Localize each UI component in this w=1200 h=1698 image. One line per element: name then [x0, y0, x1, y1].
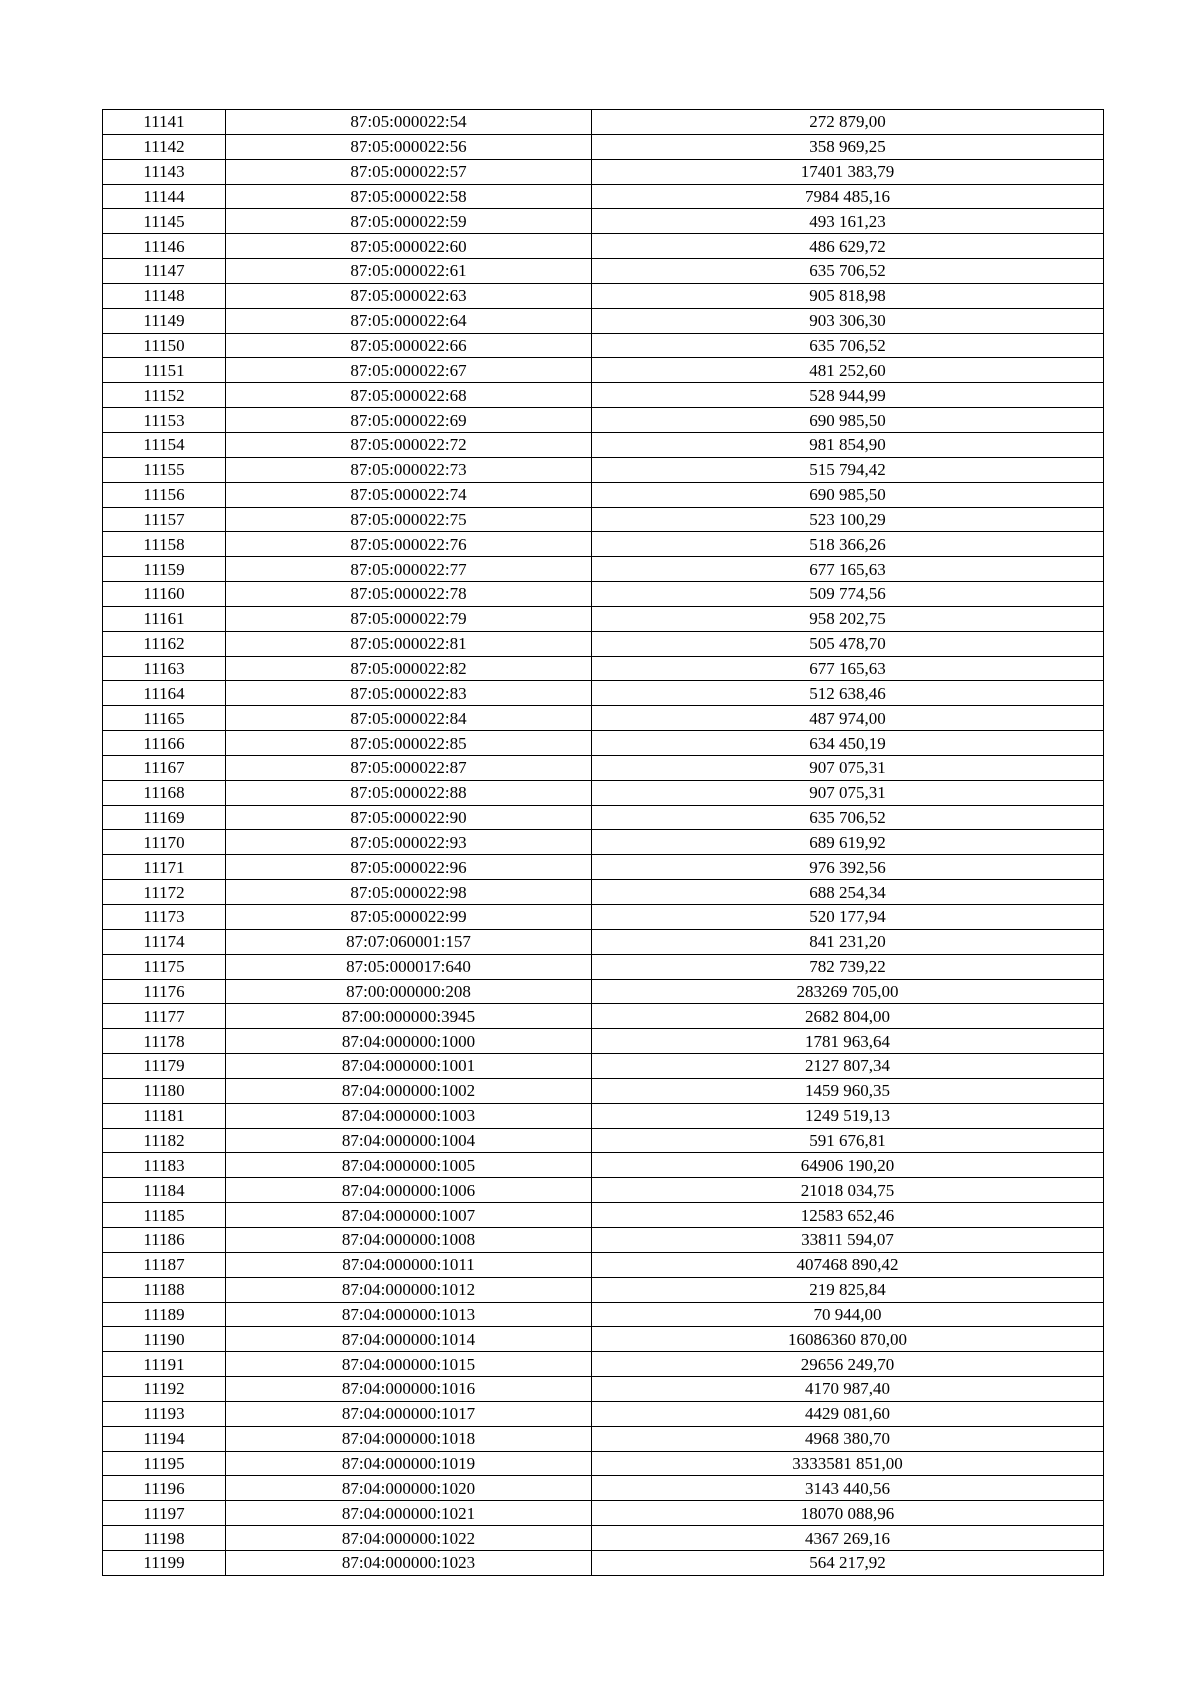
- cadastral-number-cell: 87:05:000022:99: [226, 905, 592, 930]
- cadastral-number-cell: 87:04:000000:1007: [226, 1203, 592, 1228]
- row-number-cell: 11155: [103, 457, 226, 482]
- table-row: [103, 606, 1104, 631]
- table-row: [103, 905, 1104, 930]
- table-row: [103, 1327, 1104, 1352]
- value-cell: 528 944,99: [592, 383, 1104, 408]
- cadastral-number-cell: 87:05:000022:96: [226, 855, 592, 880]
- cadastral-number-cell: 87:05:000022:61: [226, 259, 592, 284]
- row-number-cell: 11153: [103, 408, 226, 433]
- cadastral-number-cell: 87:04:000000:1017: [226, 1401, 592, 1426]
- row-number-cell: 11176: [103, 979, 226, 1004]
- row-number-cell: 11177: [103, 1004, 226, 1029]
- cadastral-number-cell: 87:00:000000:3945: [226, 1004, 592, 1029]
- value-cell: 635 706,52: [592, 259, 1104, 284]
- row-number-cell: 11141: [103, 110, 226, 135]
- cadastral-number-cell: 87:05:000022:69: [226, 408, 592, 433]
- cadastral-number-cell: 87:05:000022:72: [226, 432, 592, 457]
- cadastral-number-cell: 87:05:000022:85: [226, 731, 592, 756]
- table-row: [103, 805, 1104, 830]
- cadastral-number-cell: 87:04:000000:1005: [226, 1153, 592, 1178]
- row-number-cell: 11151: [103, 358, 226, 383]
- value-cell: 903 306,30: [592, 308, 1104, 333]
- row-number-cell: 11159: [103, 557, 226, 582]
- cadastral-number-cell: 87:05:000022:83: [226, 681, 592, 706]
- table-row: [103, 209, 1104, 234]
- table-row: [103, 1426, 1104, 1451]
- row-number-cell: 11146: [103, 234, 226, 259]
- row-number-cell: 11185: [103, 1203, 226, 1228]
- table-row: [103, 283, 1104, 308]
- cadastral-number-cell: 87:05:000022:64: [226, 308, 592, 333]
- value-cell: 907 075,31: [592, 755, 1104, 780]
- table-row: [103, 184, 1104, 209]
- table-row: [103, 358, 1104, 383]
- value-cell: 17401 383,79: [592, 159, 1104, 184]
- value-cell: 518 366,26: [592, 532, 1104, 557]
- value-cell: 505 478,70: [592, 631, 1104, 656]
- row-number-cell: 11167: [103, 755, 226, 780]
- cadastral-number-cell: 87:04:000000:1008: [226, 1227, 592, 1252]
- cadastral-number-cell: 87:04:000000:1004: [226, 1128, 592, 1153]
- cadastral-number-cell: 87:04:000000:1019: [226, 1451, 592, 1476]
- cadastral-number-cell: 87:05:000022:90: [226, 805, 592, 830]
- value-cell: 1459 960,35: [592, 1078, 1104, 1103]
- value-cell: 487 974,00: [592, 706, 1104, 731]
- cadastral-number-cell: 87:05:000022:67: [226, 358, 592, 383]
- value-cell: 16086360 870,00: [592, 1327, 1104, 1352]
- row-number-cell: 11186: [103, 1227, 226, 1252]
- row-number-cell: 11179: [103, 1054, 226, 1079]
- value-cell: 4367 269,16: [592, 1526, 1104, 1551]
- table-row: [103, 954, 1104, 979]
- row-number-cell: 11175: [103, 954, 226, 979]
- cadastral-number-cell: 87:05:000022:63: [226, 283, 592, 308]
- row-number-cell: 11150: [103, 333, 226, 358]
- cadastral-number-cell: 87:04:000000:1021: [226, 1501, 592, 1526]
- row-number-cell: 11148: [103, 283, 226, 308]
- cadastral-number-cell: 87:05:000022:73: [226, 457, 592, 482]
- row-number-cell: 11191: [103, 1352, 226, 1377]
- value-cell: 3333581 851,00: [592, 1451, 1104, 1476]
- table-row: [103, 1252, 1104, 1277]
- row-number-cell: 11188: [103, 1277, 226, 1302]
- cadastral-number-cell: 87:05:000022:60: [226, 234, 592, 259]
- cadastral-number-cell: 87:05:000022:81: [226, 631, 592, 656]
- table-row: [103, 582, 1104, 607]
- cadastral-number-cell: 87:04:000000:1003: [226, 1103, 592, 1128]
- row-number-cell: 11192: [103, 1377, 226, 1402]
- value-cell: 283269 705,00: [592, 979, 1104, 1004]
- table-row: [103, 1526, 1104, 1551]
- table-row: [103, 1203, 1104, 1228]
- value-cell: 689 619,92: [592, 830, 1104, 855]
- table-row: [103, 507, 1104, 532]
- cadastral-number-cell: 87:00:000000:208: [226, 979, 592, 1004]
- table-row: [103, 110, 1104, 135]
- value-cell: 33811 594,07: [592, 1227, 1104, 1252]
- table-row: [103, 134, 1104, 159]
- value-cell: 2127 807,34: [592, 1054, 1104, 1079]
- cadastral-number-cell: 87:04:000000:1002: [226, 1078, 592, 1103]
- value-cell: 358 969,25: [592, 134, 1104, 159]
- row-number-cell: 11194: [103, 1426, 226, 1451]
- cadastral-number-cell: 87:05:000022:58: [226, 184, 592, 209]
- value-cell: 493 161,23: [592, 209, 1104, 234]
- table-row: [103, 1476, 1104, 1501]
- value-cell: 905 818,98: [592, 283, 1104, 308]
- table-row: [103, 830, 1104, 855]
- cadastral-number-cell: 87:05:000022:98: [226, 880, 592, 905]
- table-row: [103, 1103, 1104, 1128]
- table-row: [103, 482, 1104, 507]
- row-number-cell: 11193: [103, 1401, 226, 1426]
- row-number-cell: 11178: [103, 1029, 226, 1054]
- cadastral-number-cell: 87:05:000022:66: [226, 333, 592, 358]
- value-cell: 841 231,20: [592, 929, 1104, 954]
- value-cell: 512 638,46: [592, 681, 1104, 706]
- value-cell: 4429 081,60: [592, 1401, 1104, 1426]
- table-row: [103, 1501, 1104, 1526]
- value-cell: 981 854,90: [592, 432, 1104, 457]
- row-number-cell: 11168: [103, 780, 226, 805]
- cadastral-number-cell: 87:04:000000:1016: [226, 1377, 592, 1402]
- value-cell: 690 985,50: [592, 482, 1104, 507]
- row-number-cell: 11152: [103, 383, 226, 408]
- row-number-cell: 11174: [103, 929, 226, 954]
- cadastral-number-cell: 87:05:000022:76: [226, 532, 592, 557]
- table-row: [103, 532, 1104, 557]
- value-cell: 64906 190,20: [592, 1153, 1104, 1178]
- cadastral-number-cell: 87:04:000000:1022: [226, 1526, 592, 1551]
- row-number-cell: 11173: [103, 905, 226, 930]
- cadastral-number-cell: 87:05:000022:56: [226, 134, 592, 159]
- table-row: [103, 979, 1104, 1004]
- row-number-cell: 11162: [103, 631, 226, 656]
- value-cell: 677 165,63: [592, 656, 1104, 681]
- value-cell: 407468 890,42: [592, 1252, 1104, 1277]
- table-row: [103, 308, 1104, 333]
- table-row: [103, 656, 1104, 681]
- row-number-cell: 11195: [103, 1451, 226, 1476]
- row-number-cell: 11144: [103, 184, 226, 209]
- cadastral-number-cell: 87:05:000022:68: [226, 383, 592, 408]
- row-number-cell: 11143: [103, 159, 226, 184]
- table-row: [103, 1352, 1104, 1377]
- table-row: [103, 1277, 1104, 1302]
- row-number-cell: 11156: [103, 482, 226, 507]
- table-row: [103, 880, 1104, 905]
- cadastral-number-cell: 87:04:000000:1000: [226, 1029, 592, 1054]
- table-row: [103, 1451, 1104, 1476]
- table-row: [103, 557, 1104, 582]
- row-number-cell: 11160: [103, 582, 226, 607]
- table-row: [103, 1004, 1104, 1029]
- row-number-cell: 11182: [103, 1128, 226, 1153]
- row-number-cell: 11181: [103, 1103, 226, 1128]
- value-cell: 18070 088,96: [592, 1501, 1104, 1526]
- row-number-cell: 11145: [103, 209, 226, 234]
- cadastral-number-cell: 87:05:000022:54: [226, 110, 592, 135]
- row-number-cell: 11169: [103, 805, 226, 830]
- table-row: [103, 1401, 1104, 1426]
- cadastral-number-cell: 87:05:000017:640: [226, 954, 592, 979]
- table-row: [103, 1178, 1104, 1203]
- table-row: [103, 1128, 1104, 1153]
- cadastral-number-cell: 87:05:000022:74: [226, 482, 592, 507]
- value-cell: 958 202,75: [592, 606, 1104, 631]
- cadastral-number-cell: 87:04:000000:1015: [226, 1352, 592, 1377]
- value-cell: 4170 987,40: [592, 1377, 1104, 1402]
- value-cell: 272 879,00: [592, 110, 1104, 135]
- cadastral-number-cell: 87:04:000000:1013: [226, 1302, 592, 1327]
- table-row: [103, 1227, 1104, 1252]
- row-number-cell: 11190: [103, 1327, 226, 1352]
- row-number-cell: 11197: [103, 1501, 226, 1526]
- table-row: [103, 432, 1104, 457]
- value-cell: 523 100,29: [592, 507, 1104, 532]
- value-cell: 690 985,50: [592, 408, 1104, 433]
- table-row: [103, 234, 1104, 259]
- table-row: [103, 457, 1104, 482]
- table-row: [103, 681, 1104, 706]
- cadastral-number-cell: 87:04:000000:1020: [226, 1476, 592, 1501]
- table-row: [103, 929, 1104, 954]
- cadastral-number-cell: 87:05:000022:84: [226, 706, 592, 731]
- value-cell: 7984 485,16: [592, 184, 1104, 209]
- value-cell: 520 177,94: [592, 905, 1104, 930]
- table-row: [103, 383, 1104, 408]
- table-row: [103, 731, 1104, 756]
- table-row: [103, 1029, 1104, 1054]
- value-cell: 591 676,81: [592, 1128, 1104, 1153]
- cadastral-number-cell: 87:04:000000:1011: [226, 1252, 592, 1277]
- value-cell: 219 825,84: [592, 1277, 1104, 1302]
- row-number-cell: 11187: [103, 1252, 226, 1277]
- row-number-cell: 11180: [103, 1078, 226, 1103]
- table-body: [103, 110, 1104, 1576]
- row-number-cell: 11196: [103, 1476, 226, 1501]
- table-row: [103, 408, 1104, 433]
- cadastral-number-cell: 87:04:000000:1023: [226, 1550, 592, 1575]
- value-cell: 515 794,42: [592, 457, 1104, 482]
- row-number-cell: 11183: [103, 1153, 226, 1178]
- row-number-cell: 11147: [103, 259, 226, 284]
- table-row: [103, 755, 1104, 780]
- row-number-cell: 11163: [103, 656, 226, 681]
- value-cell: 677 165,63: [592, 557, 1104, 582]
- row-number-cell: 11199: [103, 1550, 226, 1575]
- cadastral-number-cell: 87:05:000022:75: [226, 507, 592, 532]
- value-cell: 481 252,60: [592, 358, 1104, 383]
- value-cell: 3143 440,56: [592, 1476, 1104, 1501]
- cadastral-number-cell: 87:05:000022:88: [226, 780, 592, 805]
- row-number-cell: 11149: [103, 308, 226, 333]
- cadastral-value-table: [102, 109, 1104, 1576]
- cadastral-number-cell: 87:04:000000:1018: [226, 1426, 592, 1451]
- table-row: [103, 706, 1104, 731]
- table-row: [103, 159, 1104, 184]
- value-cell: 1781 963,64: [592, 1029, 1104, 1054]
- row-number-cell: 11172: [103, 880, 226, 905]
- cadastral-number-cell: 87:05:000022:78: [226, 582, 592, 607]
- cadastral-number-cell: 87:05:000022:87: [226, 755, 592, 780]
- row-number-cell: 11171: [103, 855, 226, 880]
- table-row: [103, 259, 1104, 284]
- value-cell: 1249 519,13: [592, 1103, 1104, 1128]
- value-cell: 635 706,52: [592, 805, 1104, 830]
- value-cell: 634 450,19: [592, 731, 1104, 756]
- value-cell: 486 629,72: [592, 234, 1104, 259]
- table-row: [103, 333, 1104, 358]
- value-cell: 21018 034,75: [592, 1178, 1104, 1203]
- value-cell: 29656 249,70: [592, 1352, 1104, 1377]
- table-row: [103, 631, 1104, 656]
- cadastral-number-cell: 87:04:000000:1001: [226, 1054, 592, 1079]
- value-cell: 907 075,31: [592, 780, 1104, 805]
- row-number-cell: 11161: [103, 606, 226, 631]
- value-cell: 688 254,34: [592, 880, 1104, 905]
- cadastral-number-cell: 87:05:000022:77: [226, 557, 592, 582]
- table-row: [103, 1153, 1104, 1178]
- value-cell: 12583 652,46: [592, 1203, 1104, 1228]
- value-cell: 70 944,00: [592, 1302, 1104, 1327]
- row-number-cell: 11184: [103, 1178, 226, 1203]
- cadastral-number-cell: 87:05:000022:82: [226, 656, 592, 681]
- row-number-cell: 11157: [103, 507, 226, 532]
- value-cell: 4968 380,70: [592, 1426, 1104, 1451]
- row-number-cell: 11142: [103, 134, 226, 159]
- value-cell: 635 706,52: [592, 333, 1104, 358]
- table-row: [103, 1078, 1104, 1103]
- table-row: [103, 1302, 1104, 1327]
- cadastral-number-cell: 87:07:060001:157: [226, 929, 592, 954]
- cadastral-number-cell: 87:05:000022:57: [226, 159, 592, 184]
- table-row: [103, 1377, 1104, 1402]
- value-cell: 564 217,92: [592, 1550, 1104, 1575]
- table-row: [103, 780, 1104, 805]
- table-row: [103, 1550, 1104, 1575]
- table-row: [103, 1054, 1104, 1079]
- cadastral-number-cell: 87:04:000000:1006: [226, 1178, 592, 1203]
- row-number-cell: 11165: [103, 706, 226, 731]
- row-number-cell: 11154: [103, 432, 226, 457]
- cadastral-number-cell: 87:05:000022:79: [226, 606, 592, 631]
- row-number-cell: 11189: [103, 1302, 226, 1327]
- value-cell: 782 739,22: [592, 954, 1104, 979]
- table-row: [103, 855, 1104, 880]
- row-number-cell: 11164: [103, 681, 226, 706]
- row-number-cell: 11170: [103, 830, 226, 855]
- cadastral-number-cell: 87:05:000022:59: [226, 209, 592, 234]
- row-number-cell: 11198: [103, 1526, 226, 1551]
- row-number-cell: 11158: [103, 532, 226, 557]
- cadastral-number-cell: 87:05:000022:93: [226, 830, 592, 855]
- value-cell: 2682 804,00: [592, 1004, 1104, 1029]
- cadastral-number-cell: 87:04:000000:1012: [226, 1277, 592, 1302]
- value-cell: 509 774,56: [592, 582, 1104, 607]
- row-number-cell: 11166: [103, 731, 226, 756]
- cadastral-number-cell: 87:04:000000:1014: [226, 1327, 592, 1352]
- value-cell: 976 392,56: [592, 855, 1104, 880]
